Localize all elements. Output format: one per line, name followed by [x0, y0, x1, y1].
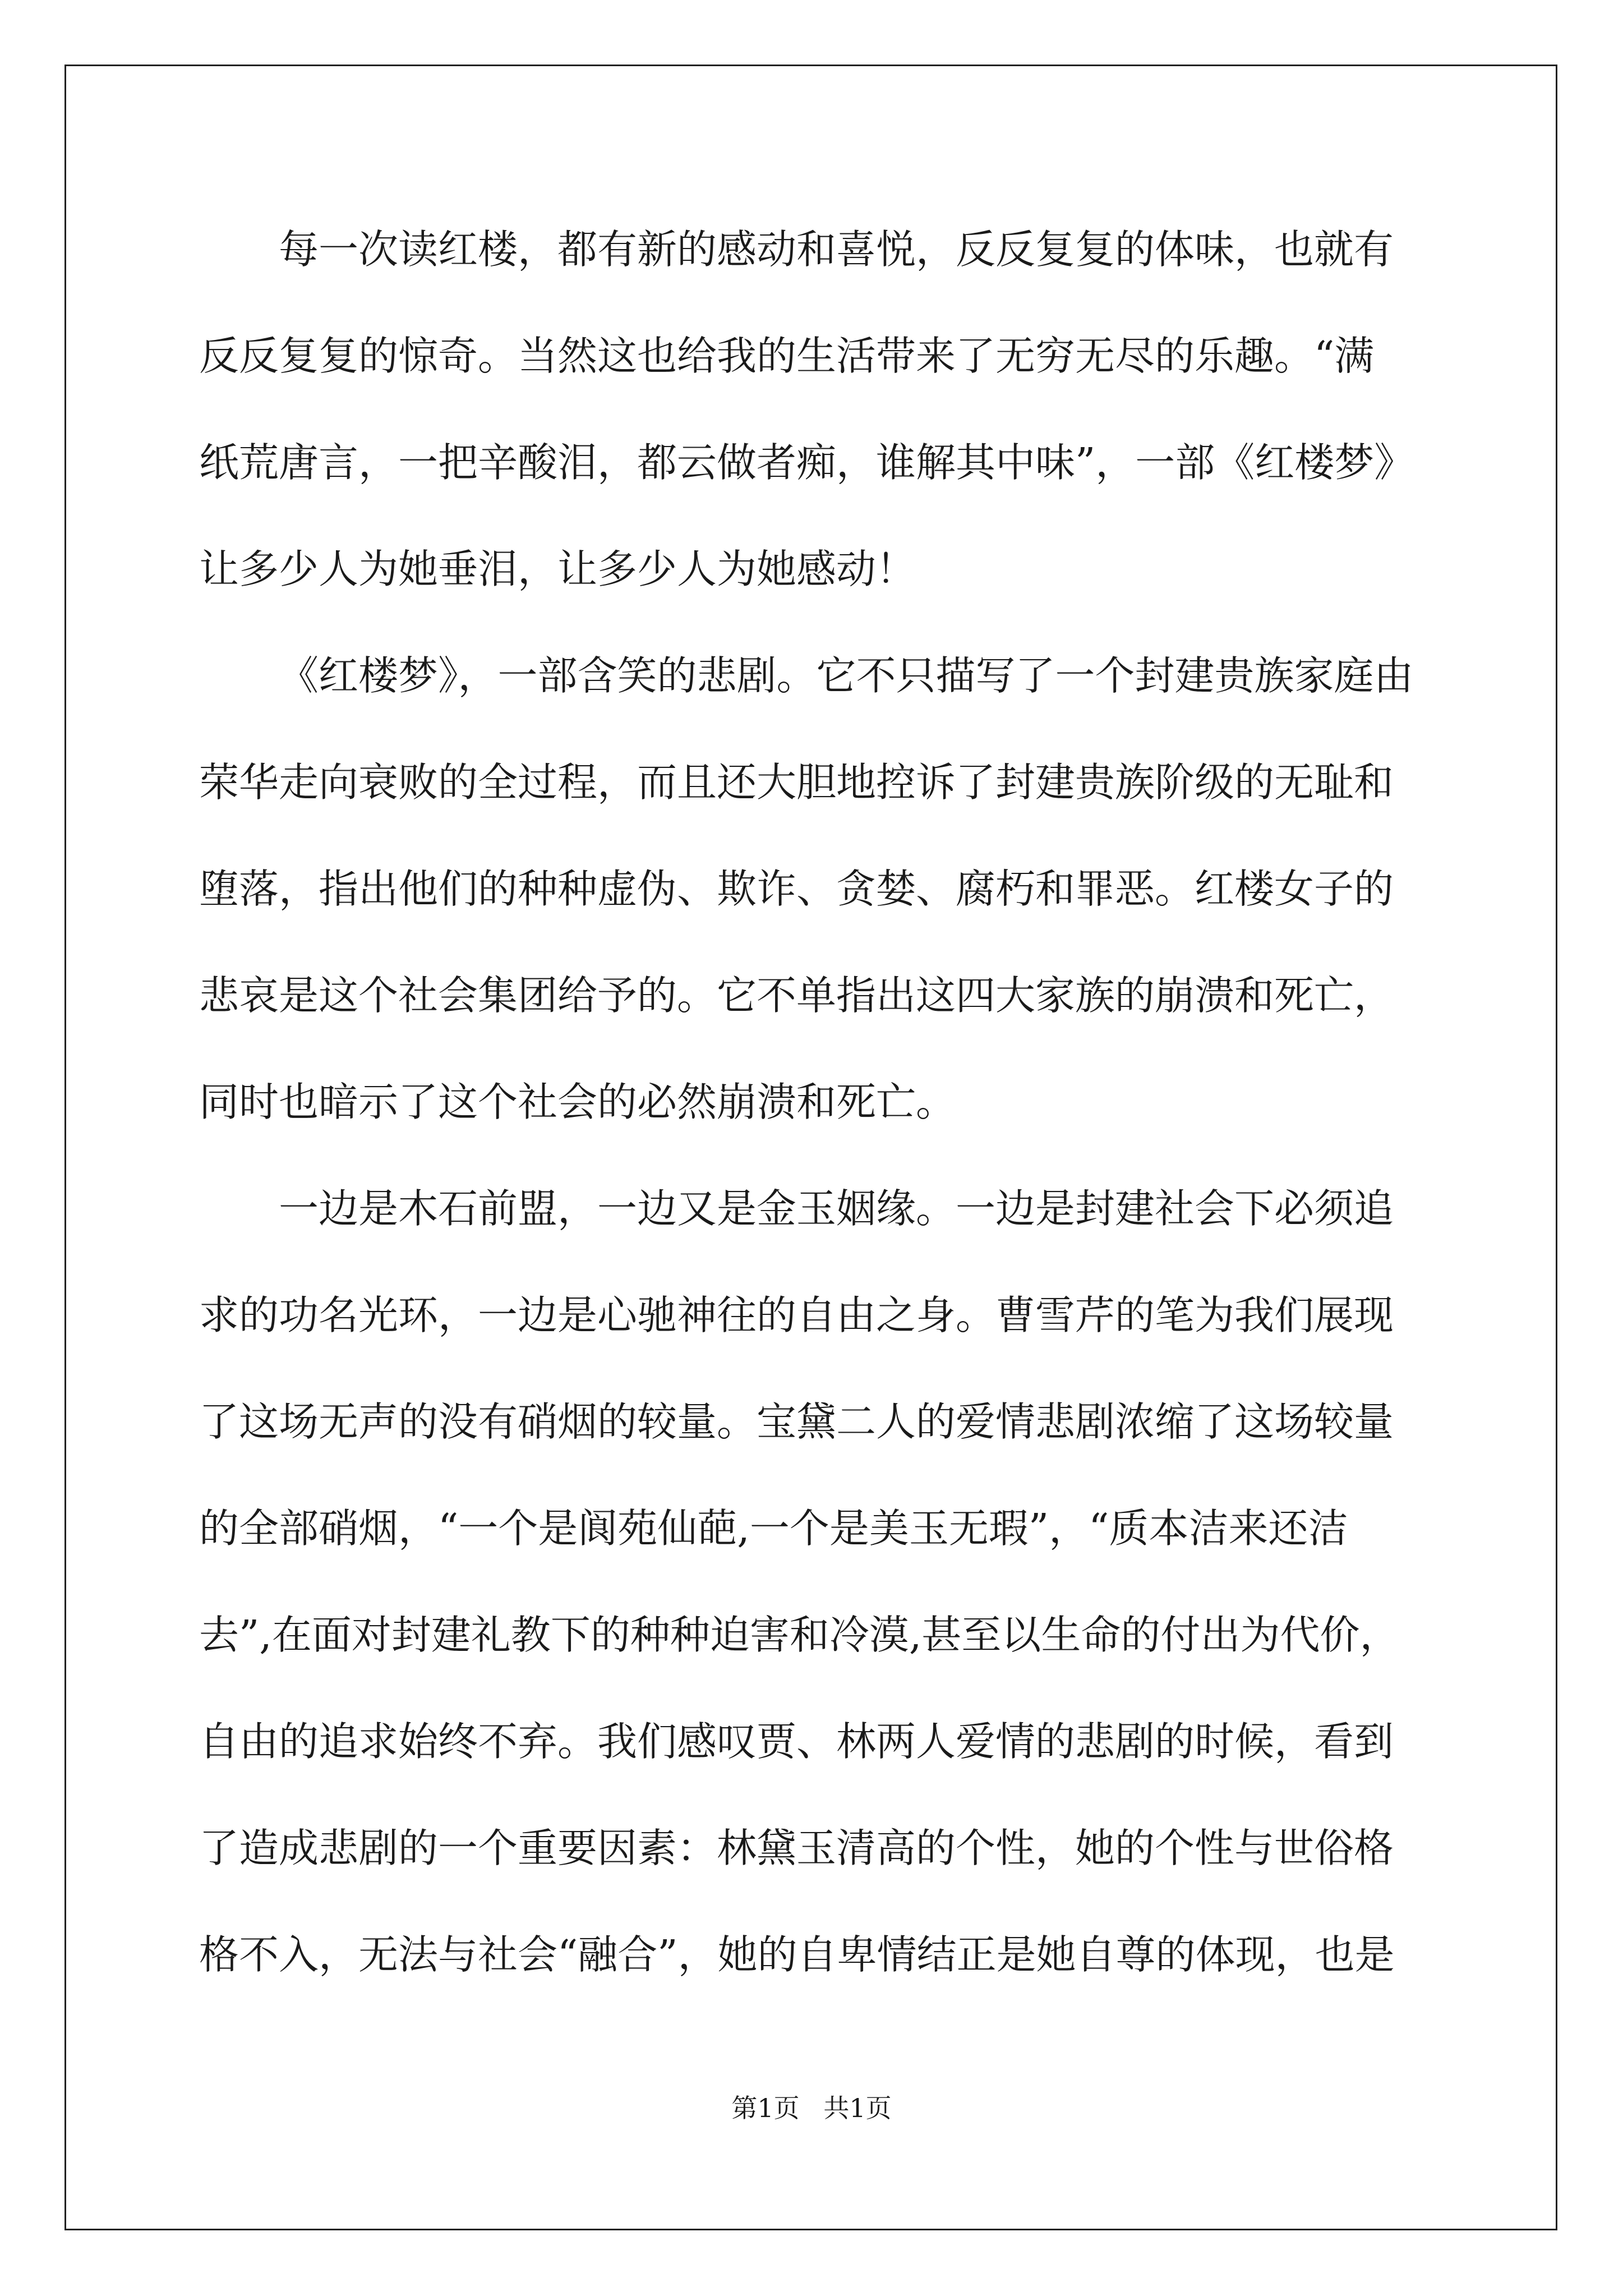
paragraph-3-line-5: 去”,在面对封建礼教下的种种迫害和冷漠,甚至以生命的付出为代价，: [199, 1612, 1400, 1658]
paragraph-1-line-3: 纸荒唐言，一把辛酸泪，都云做者痴，谁解其中味”，一部《红楼梦》: [199, 439, 1414, 486]
paragraph-3-line-7: 了造成悲剧的一个重要因素：林黛玉清高的个性，她的个性与世俗格: [199, 1825, 1394, 1871]
paragraph-1-line-1: 每一次读红楼，都有新的感动和喜悦，反反复复的体味，也就有: [279, 226, 1394, 273]
paragraph-2-line-3: 堕落，指出他们的种种虚伪、欺诈、贪婪、腐朽和罪恶。红楼女子的: [199, 866, 1394, 912]
paragraph-1-line-4: 让多少人为她垂泪，让多少人为她感动！: [199, 546, 916, 592]
page-number-current: 第1页: [731, 2093, 800, 2123]
paragraph-3-line-8: 格不入，无法与社会“融合”，她的自卑情结正是她自尊的体现，也是: [199, 1931, 1395, 1978]
paragraph-2-line-2: 荣华走向衰败的全过程，而且还大胆地控诉了封建贵族阶级的无耻和: [199, 759, 1394, 806]
page-number-total: 共1页: [823, 2093, 892, 2123]
paragraph-3-line-4: 的全部硝烟，“一个是阆苑仙葩,一个是美玉无瑕”，“质本洁来还洁: [199, 1505, 1348, 1552]
paragraph-2-line-4: 悲哀是这个社会集团给予的。它不单指出这四大家族的崩溃和死亡，: [199, 972, 1394, 1019]
paragraph-3-line-3: 了这场无声的没有硝烟的较量。宝黛二人的爱情悲剧浓缩了这场较量: [199, 1398, 1394, 1445]
page-footer: [0, 2091, 1623, 2125]
paragraph-3-line-6: 自由的追求始终不弃。我们感叹贾、林两人爱情的悲剧的时候，看到: [199, 1718, 1394, 1765]
paragraph-3-line-1: 一边是木石前盟，一边又是金玉姻缘。一边是封建社会下必须追: [279, 1185, 1394, 1232]
document-body: [199, 216, 1427, 2028]
paragraph-2-line-5: 同时也暗示了这个社会的必然崩溃和死亡。: [199, 1079, 956, 1125]
paragraph-3-line-2: 求的功名光环，一边是心驰神往的自由之身。曹雪芹的笔为我们展现: [199, 1292, 1394, 1338]
paragraph-2-line-1: 《红楼梦》，一部含笑的悲剧。它不只描写了一个封建贵族家庭由: [279, 652, 1414, 699]
paragraph-1-line-2: 反反复复的惊奇。当然这也给我的生活带来了无穷无尽的乐趣。“满: [199, 333, 1375, 379]
